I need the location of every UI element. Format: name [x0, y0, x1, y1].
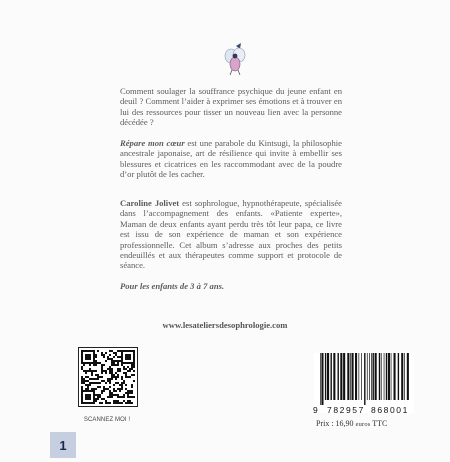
- page-number-badge: 1: [50, 432, 76, 458]
- price-unit: euros: [355, 421, 371, 428]
- kintsugi-paragraph: [120, 138, 342, 180]
- author-paragraph: [120, 198, 342, 271]
- book-title: Répare mon cœur: [120, 138, 185, 148]
- author-name: Caroline Jolivet: [120, 198, 180, 208]
- website-link[interactable]: www.lesateliersdesophrologie.com: [162, 320, 288, 330]
- barcode-icon: [314, 353, 414, 405]
- qr-code-icon: [79, 348, 137, 406]
- qr-caption: SCANNEZ MOI !: [83, 417, 131, 423]
- isbn-group-2: 868001: [371, 405, 409, 415]
- isbn-first-digit: 9: [313, 405, 318, 415]
- price-suffix: TTC: [370, 419, 388, 428]
- isbn-group-1: 782957: [327, 405, 365, 415]
- isbn-barcode: [314, 353, 414, 413]
- qr-code[interactable]: [78, 347, 138, 407]
- bug-illustration-icon: [222, 42, 248, 76]
- age-range: Pour les enfants de 3 à 7 ans.: [120, 281, 225, 291]
- kintsugi-text: est une parabole du Kintsugi, la philosophie ancestrale japonaise, art de résilience qui invite à embellir ses blessures et cicatrices en les raccommodant avec de la poudre d’or plutôt de les cacher.: [120, 138, 342, 180]
- price-label: Prix : 16,90: [316, 419, 356, 428]
- author-text: est sophrologue, hypnothérapeute, spécialisée dans l’accompagnement des enfants. «Patiente experte», Maman de deux enfants ayant perdu très tôt leur papa, ce livre est issu de son expérience de maman et son expérience professionnelle. Cet album s’adresse aux proches des petits endeuillés et aux thérapeutes comme support et protocole de séance.: [120, 198, 342, 271]
- price: [316, 419, 387, 428]
- intro-paragraph: Comment soulager la souffrance psychique du jeune enfant en deuil ? Comment l’aider à exprimer ses émotions et à trouver en lui des ressources pour tisser un nouveau lien avec la personne décédée ?: [120, 86, 342, 128]
